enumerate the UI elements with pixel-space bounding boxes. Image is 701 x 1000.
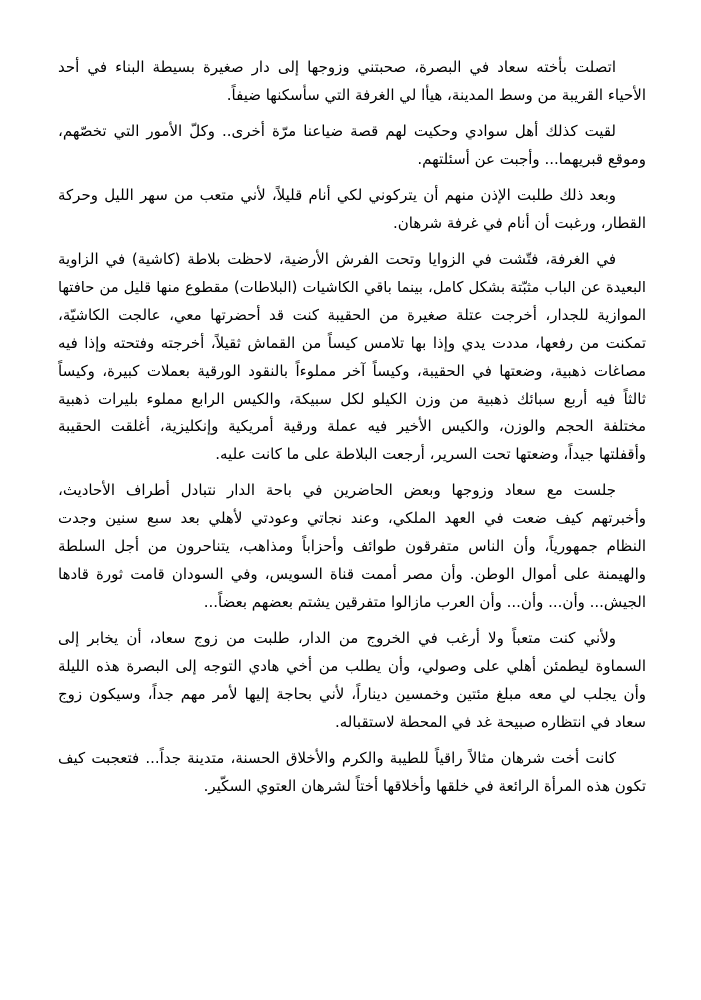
paragraph-line: اتصلت بأخته سعاد في البصرة، صحبتني وزوجها إلى دار صغيرة بسيطة البناء في أحد: [58, 58, 616, 76]
paragraph-line: البعيدة عن الباب مثبّتة بشكل كامل، بينما باقي الكاشيات (البلاطات) مقطوع منها قليل من حافتها: [58, 278, 646, 296]
paragraph-line: وبعد ذلك طلبت الإذن منهم أن يتركوني لكي أنام قليلاً، لأني متعب من سهر الليل وحركة: [58, 186, 616, 204]
paragraph-3: [58, 182, 646, 238]
paragraph-line: وأقفلتها جيداً، وضعتها تحت السرير، أرجعت البلاطة على ما كانت عليه.: [215, 445, 646, 464]
paragraph-2: [58, 118, 646, 174]
paragraph-line: كانت أخت شرهان مثالاً راقياً للطيبة والكرم والأخلاق الحسنة، متدينة جداً... فتعجبت كيف: [58, 748, 616, 767]
paragraph-line: ولأني كنت متعباً ولا أرغب في الخروج من الدار، طلبت من زوج سعاد، أن يخابر إلى: [58, 629, 616, 648]
paragraph-line: وأخبرتهم كيف ضعت في العهد الملكي، وعند نجاتي وعودتي لأهلي بعد سبع سنين وجدت: [58, 509, 646, 528]
paragraph-line: وأن يجلب لي معه مبلغ مئتين وخمسين ديناراً، لأني بحاجة إليها لأمر مهم جداً، وسيكون زوج: [58, 684, 646, 703]
paragraph-line: مختلفة الحجم والوزن، والكيس الأخير فيه عملة ورقية أمريكية وإنكليزية، أغلقت الحقيبة: [58, 417, 646, 436]
paragraph-1: [58, 54, 646, 110]
paragraph-line: الجيش... وأن... وأن... وأن العرب مازالوا متفرقين يشتم بعضهم بعضاً...: [203, 593, 646, 612]
paragraph-line: تكون هذه المرأة الرائعة في خلقها وأخلاقها أختاً لشرهان العتوي السكّير.: [203, 776, 646, 795]
paragraph-line: والهيمنة على أموال الوطن. وأن مصر أممت قناة السويس، وفي السودان قامت ثورة قادها: [58, 565, 646, 584]
paragraph-line: تمكنت من رفعها، مددت يدي وإذا بها تلامس كيساً من القماش ثقيلاً، أخرجته وفتحته وإذا فيه: [58, 333, 646, 352]
paragraph-line: القطار، ورغبت أن أنام في غرفة شرهان.: [393, 213, 646, 232]
paragraph-line: وموقع قبريهما... وأجبت عن أسئلتهم.: [417, 149, 646, 168]
paragraph-line: في الغرفة، فتّشت في الزوايا وتحت الفرش الأرضية، لاحظت بلاطة (كاشية) في الزاوية: [58, 250, 616, 268]
paragraph-6: [58, 625, 646, 737]
paragraph-line: لقيت كذلك أهل سوادي وحكيت لهم قصة ضياعنا مرّة أخرى.. وكلّ الأمور التي تخصّهم،: [58, 122, 616, 140]
paragraph-line: سعاد في انتظاره صبيحة غد في المحطة لاستقباله.: [334, 712, 646, 731]
paragraph-line: مصاغات ذهبية، وضعتها في الحقيبة، وكيساً آخر مملوءاً بالنقود الورقية بعملات كبيرة، وكيساً: [58, 361, 646, 380]
document-page: [58, 54, 646, 809]
paragraph-line: جلست مع سعاد وزوجها وبعض الحاضرين في باحة الدار نتبادل أطراف الأحاديث،: [58, 481, 616, 500]
paragraph-4: [58, 246, 646, 469]
paragraph-line: الأحياء القريبة من وسط المدينة، هيأا لي الغرفة التي سأسكنها ضيفاً.: [226, 85, 646, 104]
paragraph-line: السماوة ليطمئن أهلي على وصولي، وأن يطلب من أخي هادي التوجه إلى البصرة هذه الليلة: [58, 657, 646, 676]
paragraph-line: الموازية للجدار، أخرجت عتلة صغيرة من الحقيبة كنت قد أحضرتها معي، عالجت الكاشيّة،: [58, 305, 646, 324]
paragraph-7: [58, 745, 646, 801]
paragraph-line: النظام جمهورياً، وأن الناس متفرقون طوائف وأحزاباً ومذاهب، يتناحرون من أجل السلطة: [58, 537, 646, 556]
paragraph-line: ثالثاً فيه أربع سبائك ذهبية من وزن الكيلو لكل سبيكة، والكيس الرابع مملوء بليرات ذهبية: [58, 389, 646, 408]
paragraph-5: [58, 477, 646, 617]
